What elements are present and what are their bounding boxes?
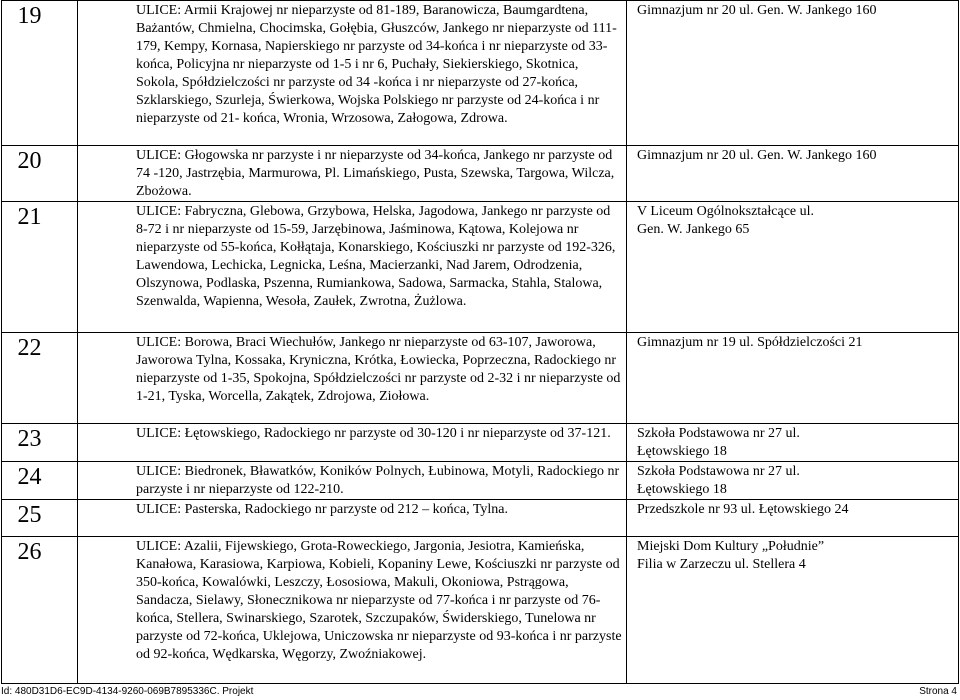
school-text: V Liceum Ogólnokształcące ul. Gen. W. Jankego 65 [637,204,815,237]
district-number-cell [2,202,78,333]
school-text: Gimnazjum nr 20 ul. Gen. W. Jankego 160 [637,148,877,163]
page-number: Strona 4 [919,685,957,697]
table-row [2,500,959,537]
school-text: Szkoła Podstawowa nr 27 ul. Łętowskiego 18 [637,464,800,497]
district-number-cell [2,462,78,500]
streets-cell [78,146,627,202]
school-cell [627,537,959,684]
streets-text: ULICE: Armii Krajowej nr nieparzyste od 81-189, Baranowicza, Baumgardtena, Bażantów, Chmielna, Chocimska, Gołębia, Głuszców, Jankego nr nieparzyste od 111-179, Kempy, Kornasa, Napierskiego nr parzyste od 34-końca i nr nieparzyste od 33-końca, Policyjna nr nieparzyste od 1-5 i nr 6, Puchały, Siekierskiego, Skotnica, Sokola, Spółdzielczości nr parzyste od 34 -końca i nr nieparzyste od 27-końca, Szklarskiego, Szurleja, Świerkowa, Wojska Polskiego nr parzyste od 24-końca i nr nieparzyste od 21- końca, Wronia, Wrzosowa, Załogowa, Zdrowa. [136,3,617,126]
school-cell [627,500,959,537]
school-cell [627,424,959,462]
streets-text: ULICE: Borowa, Braci Wiechułów, Jankego nr nieparzyste od 63-107, Jaworowa, Jaworowa Tylna, Kossaka, Kryniczna, Krótka, Łowiecka, Poprzeczna, Radockiego nr nieparzyste od 1-35, Spokojna, Spółdzielczości nr parzyste od 2-32 i nr nieparzyste od 1-21, Tyska, Worcella, Zakątek, Zdrojowa, Ziołowa. [136,335,621,404]
streets-cell [78,1,627,146]
streets-text: ULICE: Łętowskiego, Radockiego nr parzyste od 30-120 i nr nieparzyste od 37-121. [136,426,611,441]
streets-cell [78,202,627,333]
school-cell [627,202,959,333]
district-number: 24 [17,464,42,490]
school-cell [627,146,959,202]
streets-text: ULICE: Azalii, Fijewskiego, Grota-Roweckiego, Jargonia, Jesiotra, Kamieńska, Kanałowa, Karasiowa, Karpiowa, Kobieli, Kopaniny Lewe, Kościuszki nr parzyste od 350-końca, Kowalówki, Leszczy, Łososiowa, Makuli, Okoniowa, Pstrągowa, Sandacza, Sielawy, Słonecznikowa nr nieparzyste od 77-końca i nr parzyste od 76-końca, Stellera, Swinarskiego, Szarotek, Szczupaków, Świderskiego, Tunelowa nr parzyste od 72-końca, Uklejowa, Uniczowska nr nieparzyste od 93-końca i nr parzyste od 92-końca, Wędkarska, Węgorzy, Zwoźniakowej. [136,539,622,662]
district-number: 26 [17,539,42,565]
streets-cell [78,537,627,684]
table-row [2,202,959,333]
district-table [1,0,959,684]
district-number-cell [2,146,78,202]
document-id: Id: 480D31D6-EC9D-4134-9260-069B7895336C. Projekt [1,685,254,697]
table-row [2,333,959,424]
page-footer [1,683,957,699]
district-number-cell [2,500,78,537]
district-number: 25 [17,502,42,528]
district-number: 19 [17,3,42,29]
district-number: 21 [17,204,42,230]
school-cell [627,333,959,424]
district-number: 23 [17,426,42,452]
district-number-cell [2,1,78,146]
streets-cell [78,333,627,424]
school-text: Gimnazjum nr 19 ul. Spółdzielczości 21 [637,335,863,350]
district-number-cell [2,424,78,462]
school-text: Szkoła Podstawowa nr 27 ul. Łętowskiego 18 [637,426,800,459]
school-cell [627,1,959,146]
district-number: 22 [17,335,42,361]
streets-text: ULICE: Głogowska nr parzyste i nr nieparzyste od 34-końca, Jankego nr parzyste od 74 -120, Jastrzębia, Marmurowa, Pl. Limańskiego, Pusta, Szewska, Targowa, Wilcza, Zbożowa. [136,148,615,199]
table-row [2,146,959,202]
district-number: 20 [17,148,42,174]
table-row [2,462,959,500]
streets-text: ULICE: Biedronek, Bławatków, Koników Polnych, Łubinowa, Motyli, Radockiego nr parzyste i nr nieparzyste od 122-210. [136,464,620,497]
streets-cell [78,500,627,537]
school-text: Przedszkole nr 93 ul. Łętowskiego 24 [637,502,849,517]
school-text: Miejski Dom Kultury „Południe” Filia w Zarzeczu ul. Stellera 4 [637,539,825,572]
district-number-cell [2,333,78,424]
streets-text: ULICE: Fabryczna, Glebowa, Grzybowa, Helska, Jagodowa, Jankego nr parzyste od 8-72 i nr nieparzyste od 15-59, Jarzębinowa, Jaśminowa, Kątowa, Kolejowa nr nieparzyste od 55-końca, Kołłątaja, Konarskiego, Kościuszki nr parzyste od 192-326, Lawendowa, Lechicka, Legnicka, Leśna, Macierzanki, Nad Jarem, Odrodzenia, Olszynowa, Podlaska, Pszenna, Rumiankowa, Sadowa, Sarmacka, Stahla, Stalowa, Szenwalda, Wapienna, Wesoła, Zaułek, Zwrotna, Żużlowa. [136,204,616,309]
streets-text: ULICE: Pasterska, Radockiego nr parzyste od 212 – końca, Tylna. [136,502,509,517]
streets-cell [78,462,627,500]
table-row [2,1,959,146]
streets-cell [78,424,627,462]
school-text: Gimnazjum nr 20 ul. Gen. W. Jankego 160 [637,3,877,18]
district-number-cell [2,537,78,684]
school-cell [627,462,959,500]
table-row [2,424,959,462]
table-row [2,537,959,684]
